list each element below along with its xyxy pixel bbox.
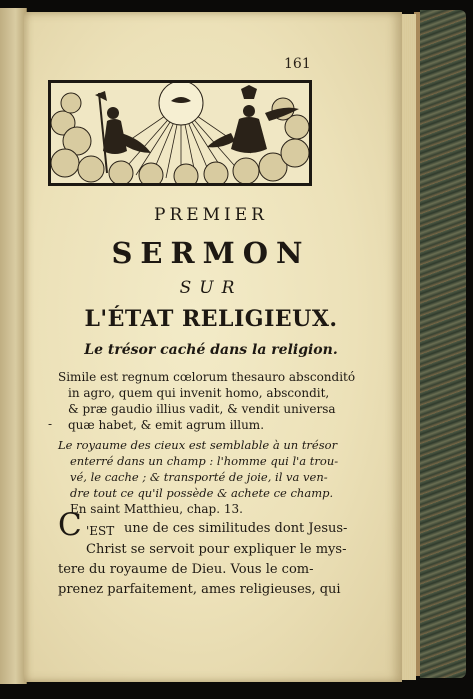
left-page-edge [0, 8, 27, 684]
body-first-word: 'EST [86, 524, 115, 538]
body-line: prenez parfaitement, ames religieuses, qui [58, 582, 341, 597]
french-line: enterré dans un champ : l'homme qui l'a trou- [70, 454, 339, 468]
title-etat-religieux: L'ÉTAT RELIGIEUX. [84, 306, 338, 332]
body-line: tere du royaume de Dieu. Vous le com- [58, 562, 314, 577]
french-line: vé, le cache ; & transporté de joie, il va ven- [70, 470, 328, 484]
french-line: Le royaume des cieux est semblable à un trésor [58, 438, 338, 452]
latin-line: & præ gaudio illius vadit, & vendit universa [68, 402, 336, 416]
scripture-reference: En saint Matthieu, chap. 13. [70, 502, 243, 516]
latin-line: in agro, quem qui invenit homo, abscondit, [68, 386, 330, 400]
latin-line: Simile est regnum cœlorum thesauro absconditó [58, 370, 356, 384]
drop-cap: C [58, 507, 82, 543]
subtitle: Le trésor caché dans la religion. [84, 342, 338, 358]
title-sur: SUR [179, 278, 243, 298]
marbled-cover [420, 10, 466, 678]
title-premier: PREMIER [154, 205, 268, 225]
margin-dash: - [48, 417, 53, 431]
body-line: une de ces similitudes dont Jesus- [124, 521, 348, 536]
woodcut-illustration [48, 80, 312, 186]
body-line: Christ se servoit pour expliquer le mys- [86, 542, 347, 557]
page-number: 161 [284, 56, 311, 72]
title-sermon: SERMON [111, 236, 311, 270]
latin-line: quæ habet, & emit agrum illum. [68, 418, 265, 432]
page-fore-edge [400, 14, 416, 680]
french-line: dre tout ce qu'il possède & achete ce champ. [70, 486, 334, 500]
